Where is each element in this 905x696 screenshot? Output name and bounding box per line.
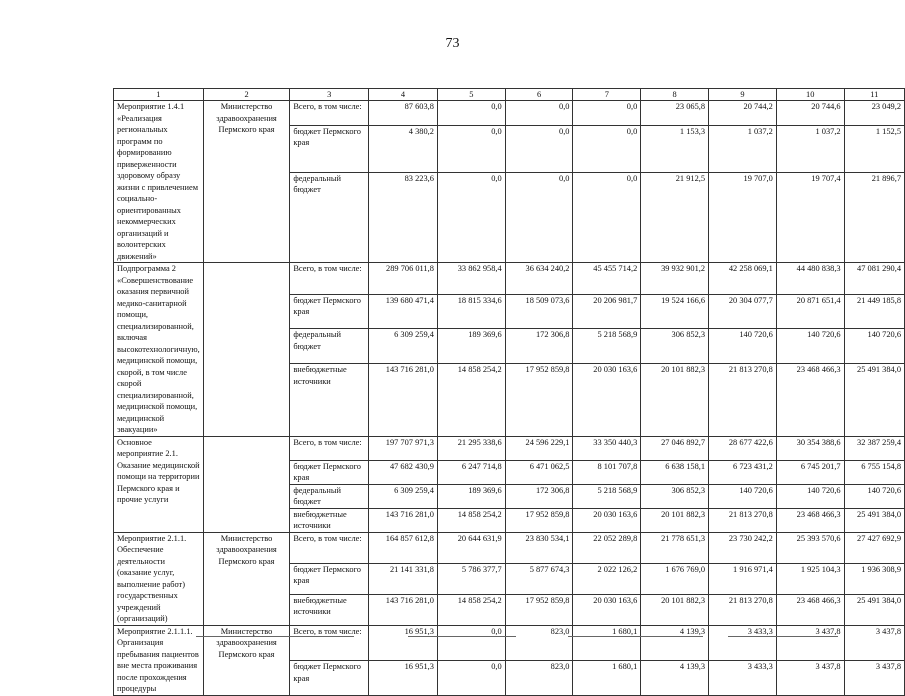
year-amount-cell: 1 153,3: [641, 125, 709, 172]
year-amount-cell: 140 720,6: [776, 484, 844, 508]
year-amount-cell: 140 720,6: [844, 329, 904, 364]
funding-source-cell: Всего, в том числе:: [290, 532, 369, 563]
year-amount-cell: 306 852,3: [641, 484, 709, 508]
budget-table-wrapper: [113, 88, 905, 696]
year-amount-cell: 20 030 163,6: [573, 364, 641, 436]
bottom-rule: [728, 636, 838, 637]
year-amount-cell: 22 052 289,8: [573, 532, 641, 563]
year-amount-cell: 5 786 377,7: [437, 563, 505, 594]
total-amount-cell: 197 707 971,3: [369, 436, 438, 460]
total-amount-cell: 143 716 281,0: [369, 594, 438, 625]
year-amount-cell: 1 925 104,3: [776, 563, 844, 594]
funding-source-cell: бюджет Пермского края: [290, 563, 369, 594]
year-amount-cell: 23 830 534,1: [505, 532, 573, 563]
total-amount-cell: 164 857 612,8: [369, 532, 438, 563]
year-amount-cell: 21 813 270,8: [709, 364, 777, 436]
year-amount-cell: 25 491 384,0: [844, 364, 904, 436]
funding-source-cell: федеральный бюджет: [290, 329, 369, 364]
year-amount-cell: 23 468 466,3: [776, 594, 844, 625]
funding-source-cell: внебюджетные источники: [290, 594, 369, 625]
year-amount-cell: 25 491 384,0: [844, 594, 904, 625]
funding-source-cell: федеральный бюджет: [290, 172, 369, 262]
year-amount-cell: 44 480 838,3: [776, 263, 844, 295]
table-row: [114, 625, 905, 661]
activity-name-cell: Мероприятие 1.4.1 «Реализация региональных программ по формированию приверженности здоровому образу жизни с привлечением социально-ориентированных некоммерческих организаций и волонтерских движений»: [114, 101, 204, 263]
year-amount-cell: 14 858 254,2: [437, 364, 505, 436]
year-amount-cell: 0,0: [573, 101, 641, 126]
year-amount-cell: 21 813 270,8: [709, 594, 777, 625]
year-amount-cell: 6 638 158,1: [641, 460, 709, 484]
total-amount-cell: 6 309 259,4: [369, 484, 438, 508]
year-amount-cell: 28 677 422,6: [709, 436, 777, 460]
funding-source-cell: Всего, в том числе:: [290, 101, 369, 126]
funding-source-cell: бюджет Пермского края: [290, 294, 369, 329]
year-amount-cell: 1 676 769,0: [641, 563, 709, 594]
year-amount-cell: 0,0: [437, 172, 505, 262]
year-amount-cell: 32 387 259,4: [844, 436, 904, 460]
year-amount-cell: 23 065,8: [641, 101, 709, 126]
year-amount-cell: 42 258 069,1: [709, 263, 777, 295]
funding-source-cell: бюджет Пермского края: [290, 460, 369, 484]
year-amount-cell: 6 723 431,2: [709, 460, 777, 484]
total-amount-cell: 143 716 281,0: [369, 508, 438, 532]
bottom-rule: [568, 636, 703, 637]
year-amount-cell: 45 455 714,2: [573, 263, 641, 295]
year-amount-cell: 17 952 859,8: [505, 594, 573, 625]
year-amount-cell: 30 354 388,6: [776, 436, 844, 460]
funding-source-cell: Всего, в том числе:: [290, 625, 369, 661]
year-amount-cell: 3 433,3: [709, 661, 777, 695]
funding-source-cell: внебюджетные источники: [290, 364, 369, 436]
funding-source-cell: внебюджетные источники: [290, 508, 369, 532]
year-amount-cell: 1 680,1: [573, 625, 641, 661]
year-amount-cell: 21 896,7: [844, 172, 904, 262]
header-row: [114, 89, 905, 101]
total-amount-cell: 16 951,3: [369, 625, 438, 661]
executor-cell: [203, 436, 290, 532]
table-row: [114, 263, 905, 295]
year-amount-cell: 6 247 714,8: [437, 460, 505, 484]
year-amount-cell: 27 046 892,7: [641, 436, 709, 460]
year-amount-cell: 21 295 338,6: [437, 436, 505, 460]
year-amount-cell: 6 471 062,5: [505, 460, 573, 484]
activity-name-cell: Мероприятие 2.1.1.1. Организация пребывания пациентов вне места проживания после прохождения процедуры: [114, 625, 204, 695]
column-number-header: 9: [709, 89, 777, 101]
column-number-header: 2: [203, 89, 290, 101]
year-amount-cell: 20 101 882,3: [641, 594, 709, 625]
year-amount-cell: 33 350 440,3: [573, 436, 641, 460]
table-row: [114, 101, 905, 126]
funding-source-cell: федеральный бюджет: [290, 484, 369, 508]
year-amount-cell: 6 745 201,7: [776, 460, 844, 484]
year-amount-cell: 3 437,8: [844, 625, 904, 661]
year-amount-cell: 0,0: [437, 625, 505, 661]
year-amount-cell: 5 218 568,9: [573, 484, 641, 508]
year-amount-cell: 23 468 466,3: [776, 364, 844, 436]
year-amount-cell: 47 081 290,4: [844, 263, 904, 295]
year-amount-cell: 0,0: [505, 172, 573, 262]
year-amount-cell: 0,0: [573, 172, 641, 262]
year-amount-cell: 172 306,8: [505, 329, 573, 364]
year-amount-cell: 0,0: [505, 125, 573, 172]
year-amount-cell: 21 449 185,8: [844, 294, 904, 329]
year-amount-cell: 2 022 126,2: [573, 563, 641, 594]
year-amount-cell: 140 720,6: [709, 484, 777, 508]
year-amount-cell: 0,0: [437, 661, 505, 695]
year-amount-cell: 25 491 384,0: [844, 508, 904, 532]
funding-source-cell: бюджет Пермского края: [290, 125, 369, 172]
executor-cell: Министерство здравоохранения Пермского края: [203, 625, 290, 695]
budget-table-body: [114, 89, 905, 696]
year-amount-cell: 1 936 308,9: [844, 563, 904, 594]
year-amount-cell: 20 744,6: [776, 101, 844, 126]
year-amount-cell: 20 030 163,6: [573, 508, 641, 532]
funding-source-cell: бюджет Пермского края: [290, 661, 369, 695]
year-amount-cell: 20 101 882,3: [641, 508, 709, 532]
total-amount-cell: 139 680 471,4: [369, 294, 438, 329]
column-number-header: 10: [776, 89, 844, 101]
bottom-rule: [408, 636, 516, 637]
activity-name-cell: Мероприятие 2.1.1. Обеспечение деятельности (оказание услуг, выполнение работ) государственных учреждений (организаций): [114, 532, 204, 625]
year-amount-cell: 33 862 958,4: [437, 263, 505, 295]
year-amount-cell: 20 101 882,3: [641, 364, 709, 436]
column-number-header: 7: [573, 89, 641, 101]
year-amount-cell: 3 437,8: [844, 661, 904, 695]
year-amount-cell: 23 730 242,2: [709, 532, 777, 563]
year-amount-cell: 23 049,2: [844, 101, 904, 126]
column-number-header: 6: [505, 89, 573, 101]
budget-table: [113, 88, 905, 696]
year-amount-cell: 27 427 692,9: [844, 532, 904, 563]
year-amount-cell: 1 916 971,4: [709, 563, 777, 594]
year-amount-cell: 1 680,1: [573, 661, 641, 695]
year-amount-cell: 17 952 859,8: [505, 364, 573, 436]
column-number-header: 11: [844, 89, 904, 101]
total-amount-cell: 87 603,8: [369, 101, 438, 126]
year-amount-cell: 3 437,8: [776, 625, 844, 661]
total-amount-cell: 21 141 331,8: [369, 563, 438, 594]
year-amount-cell: 39 932 901,2: [641, 263, 709, 295]
total-amount-cell: 6 309 259,4: [369, 329, 438, 364]
year-amount-cell: 20 644 631,9: [437, 532, 505, 563]
total-amount-cell: 143 716 281,0: [369, 364, 438, 436]
year-amount-cell: 3 437,8: [776, 661, 844, 695]
year-amount-cell: 0,0: [437, 125, 505, 172]
year-amount-cell: 140 720,6: [709, 329, 777, 364]
year-amount-cell: 18 509 073,6: [505, 294, 573, 329]
year-amount-cell: 6 755 154,8: [844, 460, 904, 484]
year-amount-cell: 17 952 859,8: [505, 508, 573, 532]
executor-cell: Министерство здравоохранения Пермского края: [203, 101, 290, 263]
year-amount-cell: 25 393 570,6: [776, 532, 844, 563]
executor-cell: [203, 263, 290, 437]
year-amount-cell: 20 030 163,6: [573, 594, 641, 625]
year-amount-cell: 5 218 568,9: [573, 329, 641, 364]
total-amount-cell: 83 223,6: [369, 172, 438, 262]
year-amount-cell: 823,0: [505, 661, 573, 695]
year-amount-cell: 20 206 981,7: [573, 294, 641, 329]
funding-source-cell: Всего, в том числе:: [290, 263, 369, 295]
year-amount-cell: 140 720,6: [776, 329, 844, 364]
year-amount-cell: 5 877 674,3: [505, 563, 573, 594]
column-number-header: 1: [114, 89, 204, 101]
activity-name-cell: Основное мероприятие 2.1. Оказание медицинской помощи на территории Пермского края и прочие услуги: [114, 436, 204, 532]
total-amount-cell: 4 380,2: [369, 125, 438, 172]
year-amount-cell: 23 468 466,3: [776, 508, 844, 532]
bottom-rule: [196, 636, 354, 637]
year-amount-cell: 36 634 240,2: [505, 263, 573, 295]
column-number-header: 3: [290, 89, 369, 101]
year-amount-cell: 823,0: [505, 625, 573, 661]
year-amount-cell: 1 152,5: [844, 125, 904, 172]
table-row: [114, 532, 905, 563]
table-row: [114, 436, 905, 460]
year-amount-cell: 3 433,3: [709, 625, 777, 661]
year-amount-cell: 21 778 651,3: [641, 532, 709, 563]
year-amount-cell: 20 871 651,4: [776, 294, 844, 329]
executor-cell: Министерство здравоохранения Пермского края: [203, 532, 290, 625]
year-amount-cell: 189 369,6: [437, 329, 505, 364]
page-number: 73: [445, 36, 460, 51]
year-amount-cell: 1 037,2: [776, 125, 844, 172]
year-amount-cell: 19 707,0: [709, 172, 777, 262]
year-amount-cell: 14 858 254,2: [437, 508, 505, 532]
year-amount-cell: 21 912,5: [641, 172, 709, 262]
year-amount-cell: 0,0: [437, 101, 505, 126]
funding-source-cell: Всего, в том числе:: [290, 436, 369, 460]
year-amount-cell: 4 139,3: [641, 661, 709, 695]
total-amount-cell: 289 706 011,8: [369, 263, 438, 295]
total-amount-cell: 47 682 430,9: [369, 460, 438, 484]
year-amount-cell: 140 720,6: [844, 484, 904, 508]
year-amount-cell: 14 858 254,2: [437, 594, 505, 625]
year-amount-cell: 0,0: [505, 101, 573, 126]
year-amount-cell: 0,0: [573, 125, 641, 172]
year-amount-cell: 8 101 707,8: [573, 460, 641, 484]
year-amount-cell: 21 813 270,8: [709, 508, 777, 532]
total-amount-cell: 16 951,3: [369, 661, 438, 695]
column-number-header: 5: [437, 89, 505, 101]
year-amount-cell: 24 596 229,1: [505, 436, 573, 460]
column-number-header: 4: [369, 89, 438, 101]
year-amount-cell: 306 852,3: [641, 329, 709, 364]
year-amount-cell: 4 139,3: [641, 625, 709, 661]
year-amount-cell: 19 524 166,6: [641, 294, 709, 329]
year-amount-cell: 1 037,2: [709, 125, 777, 172]
year-amount-cell: 172 306,8: [505, 484, 573, 508]
year-amount-cell: 18 815 334,6: [437, 294, 505, 329]
year-amount-cell: 19 707,4: [776, 172, 844, 262]
column-number-header: 8: [641, 89, 709, 101]
year-amount-cell: 20 304 077,7: [709, 294, 777, 329]
year-amount-cell: 189 369,6: [437, 484, 505, 508]
year-amount-cell: 20 744,2: [709, 101, 777, 126]
activity-name-cell: Подпрограмма 2 «Совершенствование оказания первичной медико-санитарной помощи, специализированной, включая высокотехнологичную, медицинской помощи, скорой, в том числе скорой специализированной, медицинской помощи, медицинской эвакуации»: [114, 263, 204, 437]
